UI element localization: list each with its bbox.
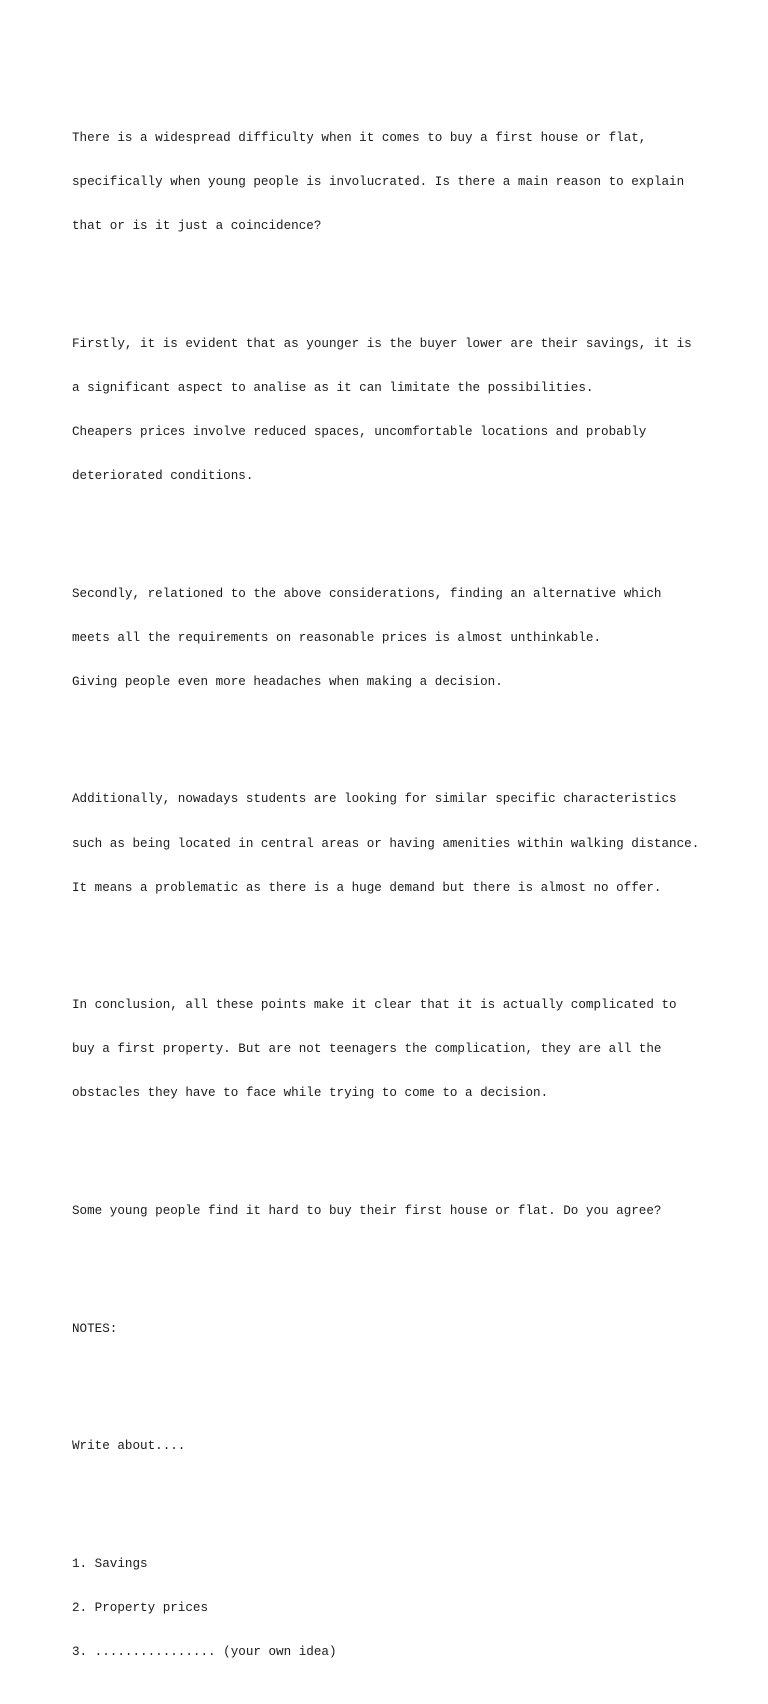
text-line: Additionally, nowadays students are looking for similar specific characteristics (72, 792, 677, 807)
paragraph-secondly (72, 557, 712, 719)
text-line: Cheapers prices involve reduced spaces, uncomfortable locations and probably (72, 424, 647, 439)
text-line: deteriorated conditions. (72, 468, 254, 483)
paragraph-additionally (72, 763, 712, 925)
list-item: 1. Savings (72, 1556, 148, 1571)
text-line: Firstly, it is evident that as younger is the buyer lower are their savings, it is (72, 336, 692, 351)
text-line: Write about.... (72, 1439, 186, 1454)
text-line: obstacles they have to face while trying to come to a decision. (72, 1086, 549, 1101)
text-line: Secondly, relationed to the above considerations, finding an alternative which (72, 586, 662, 601)
text-line: Some young people find it hard to buy their first house or flat. Do you agree? (72, 1204, 662, 1219)
document-body (72, 72, 712, 1704)
text-line: that or is it just a coincidence? (72, 219, 322, 234)
text-line: It means a problematic as there is a huge demand but there is almost no offer. (72, 880, 662, 895)
paragraph-firstly (72, 307, 712, 513)
notes-heading (72, 1292, 712, 1366)
essay-question (72, 1175, 712, 1249)
text-line: buy a first property. But are not teenagers the complication, they are all the (72, 1042, 662, 1057)
text-line: There is a widespread difficulty when it comes to buy a first house or flat, (72, 130, 647, 145)
paragraph-conclusion (72, 969, 712, 1131)
text-line: a significant aspect to analise as it can limitate the possibilities. (72, 380, 594, 395)
text-line: Giving people even more headaches when making a decision. (72, 674, 503, 689)
text-line: such as being located in central areas or having amenities within walking distance. (72, 836, 700, 851)
list-item: 2. Property prices (72, 1601, 209, 1615)
list-item: 3. ................ (your own idea) (72, 1645, 337, 1660)
paragraph-intro (72, 101, 712, 263)
text-line: meets all the requirements on reasonable prices is almost unthinkable. (72, 630, 602, 645)
text-line: NOTES: (72, 1321, 118, 1336)
text-line: In conclusion, all these points make it clear that it is actually complicated to (72, 998, 677, 1013)
text-line: specifically when young people is involucrated. Is there a main reason to explain (72, 174, 685, 189)
notes-list (72, 1527, 712, 1689)
notes-instruction (72, 1410, 712, 1484)
